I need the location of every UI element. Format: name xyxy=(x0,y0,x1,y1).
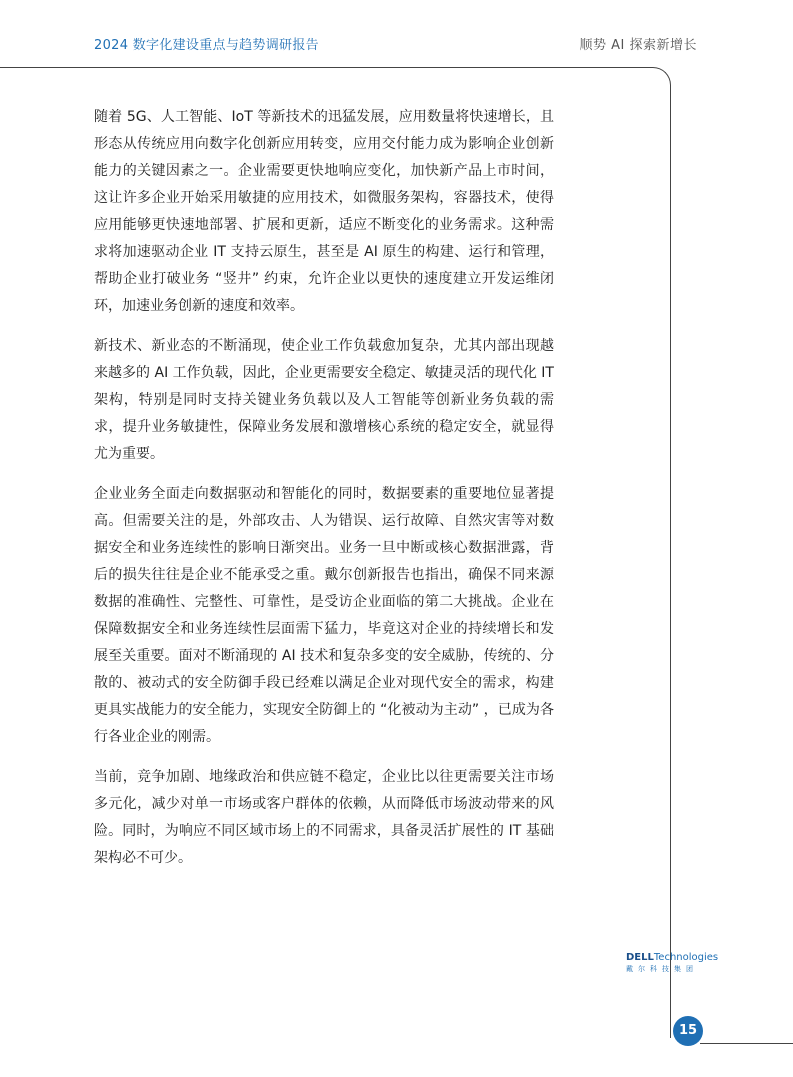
paragraph: 新技术、新业态的不断涌现，使企业工作负载愈加复杂，尤其内部出现越来越多的 AI 工作负载，因此，企业更需要安全稳定、敏捷灵活的现代化 IT 架构，特别是同时支持关键业务负载以及人工智能等创新业务负载的需求，提升业务敏捷性，保障业务发展和激增核心系统的稳定安全，就显得尤为重要。 xyxy=(94,338,554,462)
brand-logo-text xyxy=(626,952,722,964)
brand-subtitle: 戴尔科技集团 xyxy=(626,965,698,973)
brand-technologies: Technologies xyxy=(653,952,719,963)
paragraph: 随着 5G、人工智能、IoT 等新技术的迅猛发展，应用数量将快速增长，且形态从传统应用向数字化创新应用转变，应用交付能力成为影响企业创新能力的关键因素之一。企业需要更快地响应变化，加快新产品上市时间，这让许多企业开始采用敏捷的应用技术，如微服务架构，容器技术，使得应用能够更快速地部署、扩展和更新，适应不断变化的业务需求。这种需求将加速驱动企业 IT 支持云原生，甚至是 AI 原生的构建、运行和管理，帮助企业打破业务 “竖井” 约束，允许企业以更快的速度建立开发运维闭环，加速业务创新的速度和效率。 xyxy=(94,109,554,314)
paragraph: 企业业务全面走向数据驱动和智能化的同时，数据要素的重要地位显著提高。但需要关注的是，外部攻击、人为错误、运行故障、自然灾害等对数据安全和业务连续性的影响日渐突出。业务一旦中断或核心数据泄露，背后的损失往往是企业不能承受之重。戴尔创新报告也指出，确保不同来源数据的准确性、完整性、可靠性，是受访企业面临的第二大挑战。企业在保障数据安全和业务连续性层面需下猛力，毕竟这对企业的持续增长和发展至关重要。面对不断涌现的 AI 技术和复杂多变的安全威胁，传统的、分散的、被动式的安全防御手段已经难以满足企业对现代安全的需求，构建更具实战能力的安全能力，实现安全防御上的 “化被动为主动” ，已成为各行各业企业的刚需。 xyxy=(94,486,554,745)
dell-technologies-logo xyxy=(626,952,722,975)
report-title: 2024 数字化建设重点与趋势调研报告 xyxy=(94,38,319,53)
footer-line xyxy=(700,1043,793,1044)
body-text xyxy=(94,104,554,885)
paragraph: 当前，竞争加剧、地缘政治和供应链不稳定，企业比以往更需要关注市场多元化，减少对单一市场或客户群体的依赖，从而降低市场波动带来的风险。同时，为响应不同区域市场上的不同需求，具备灵活扩展性的 IT 基础架构必不可少。 xyxy=(94,769,554,866)
report-slogan: 顺势 AI 探索新增长 xyxy=(579,38,697,53)
page-number: 15 xyxy=(673,1016,703,1046)
brand-dell: DELL xyxy=(626,952,654,963)
